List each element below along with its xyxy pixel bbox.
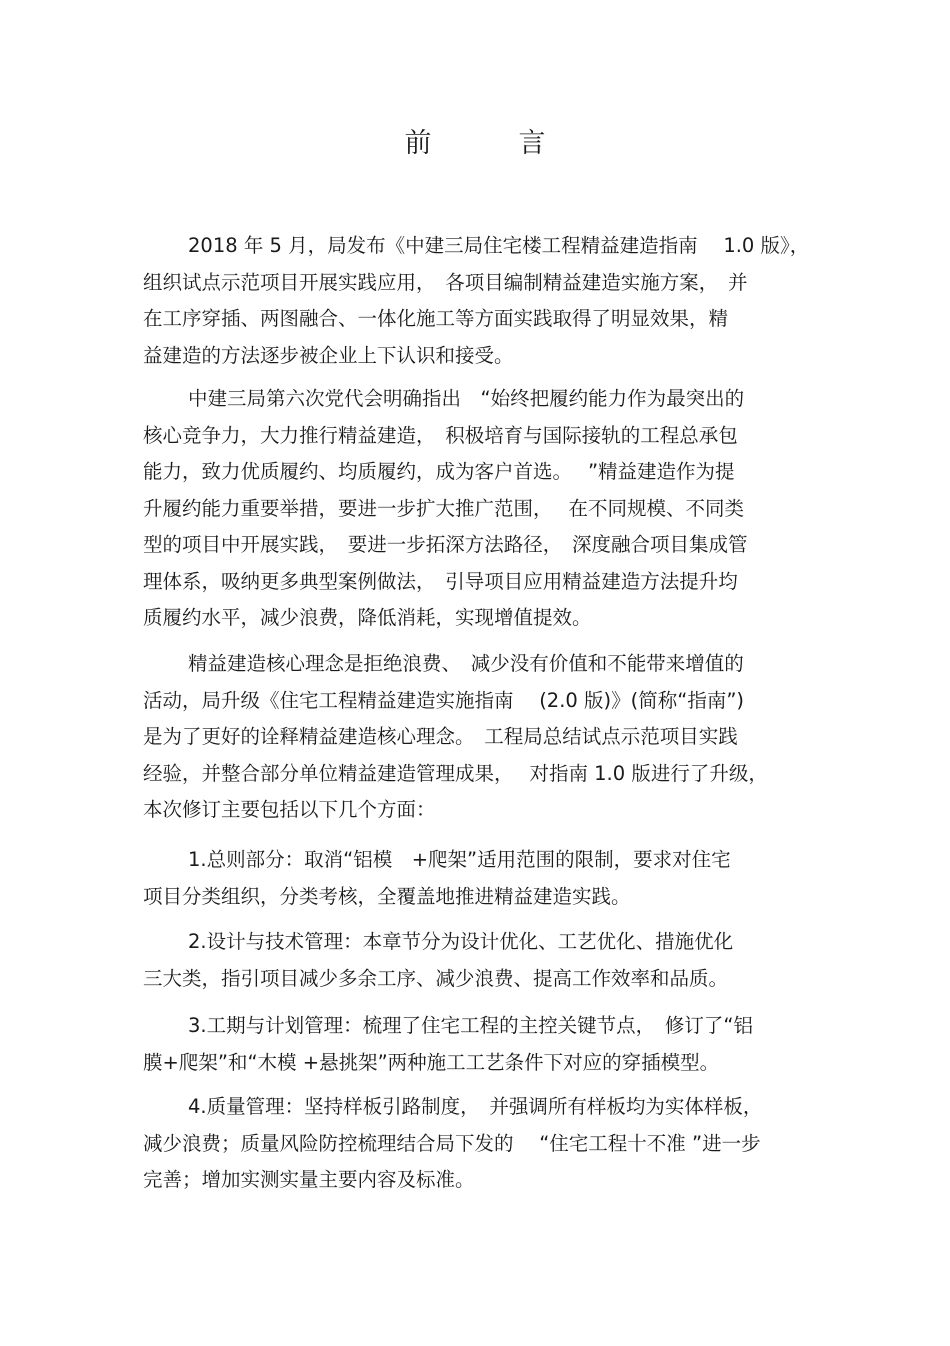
paragraph-7 <box>143 1089 823 1199</box>
paragraph-line: 2.设计与技术管理：本章节分为设计优化、工艺优化、措施优化 <box>188 930 734 953</box>
paragraph-line: 型的项目中开展实践， 要进一步拓深方法路径， 深度融合项目集成管 <box>143 533 748 556</box>
paragraph-line: 升履约能力重要举措，要进一步扩大推广范围， 在不同规模、不同类 <box>143 496 744 520</box>
paragraph-line: 理体系，吸纳更多典型案例做法， 引导项目应用精益建造方法提升均 <box>143 569 738 593</box>
paragraph-line: 膜+爬架”和“木模 +悬挑架”两种施工工艺条件下对应的穿插模型。 <box>143 1050 720 1074</box>
page-title: 前 言 <box>404 128 576 159</box>
paragraph-line: 在工序穿插、两图融合、一体化施工等方面实践取得了明显效果，精 <box>143 307 729 330</box>
paragraph-line: 精益建造核心理念是拒绝浪费、 减少没有价值和不能带来增值的 <box>188 652 744 675</box>
paragraph-line: 完善；增加实测实量主要内容及标准。 <box>143 1168 475 1191</box>
paragraph-line: 4.质量管理：坚持样板引路制度， 并强调所有样板均为实体样板， <box>188 1095 763 1118</box>
paragraph-line: 是为了更好的诠释精益建造核心理念。 工程局总结试点示范项目实践 <box>143 725 738 748</box>
paragraph-3 <box>143 646 823 829</box>
paragraph-6 <box>143 1008 823 1081</box>
paragraph-line: 经验，并整合部分单位精益建造管理成果， 对指南 1.0 版进行了升级， <box>143 761 768 785</box>
paragraph-line: 2018 年 5 月，局发布《中建三局住宅楼工程精益建造指南 1.0 版》， <box>188 234 810 257</box>
paragraph-line: 组织试点示范项目开展实践应用， 各项目编制精益建造实施方案， 并 <box>143 270 748 294</box>
paragraph-line: 项目分类组织，分类考核，全覆盖地推进精益建造实践。 <box>143 884 631 908</box>
paragraph-line: 中建三局第六次党代会明确指出 “始终把履约能力作为最突出的 <box>188 387 745 410</box>
paragraph-4 <box>143 842 823 915</box>
paragraph-line: 能力，致力优质履约、均质履约，成为客户首选。 ”精益建造作为提 <box>143 460 735 483</box>
paragraph-line: 三大类，指引项目减少多余工序、减少浪费、提高工作效率和品质。 <box>143 966 729 990</box>
paragraph-line: 减少浪费；质量风险防控梳理结合局下发的 “住宅工程十不准 ”进一步 <box>143 1131 761 1155</box>
paragraph-line: 核心竞争力，大力推行精益建造， 积极培育与国际接轨的工程总承包 <box>143 423 738 447</box>
paragraph-5 <box>143 924 823 997</box>
paragraph-1 <box>143 228 823 374</box>
paragraph-line: 质履约水平，减少浪费，降低消耗，实现增值提效。 <box>143 606 592 629</box>
paragraph-2 <box>143 381 823 637</box>
paragraph-line: 3.工期与计划管理：梳理了住宅工程的主控关键节点， 修订了“铝 <box>188 1014 753 1037</box>
paragraph-line: 益建造的方法逐步被企业上下认识和接受。 <box>143 343 514 367</box>
paragraph-line: 活动，局升级《住宅工程精益建造实施指南 (2.0 版)》(简称“指南”) <box>143 688 745 712</box>
paragraph-line: 本次修订主要包括以下几个方面： <box>143 798 436 821</box>
paragraph-line: 1.总则部分：取消“铝模 +爬架”适用范围的限制，要求对住宅 <box>188 848 731 871</box>
